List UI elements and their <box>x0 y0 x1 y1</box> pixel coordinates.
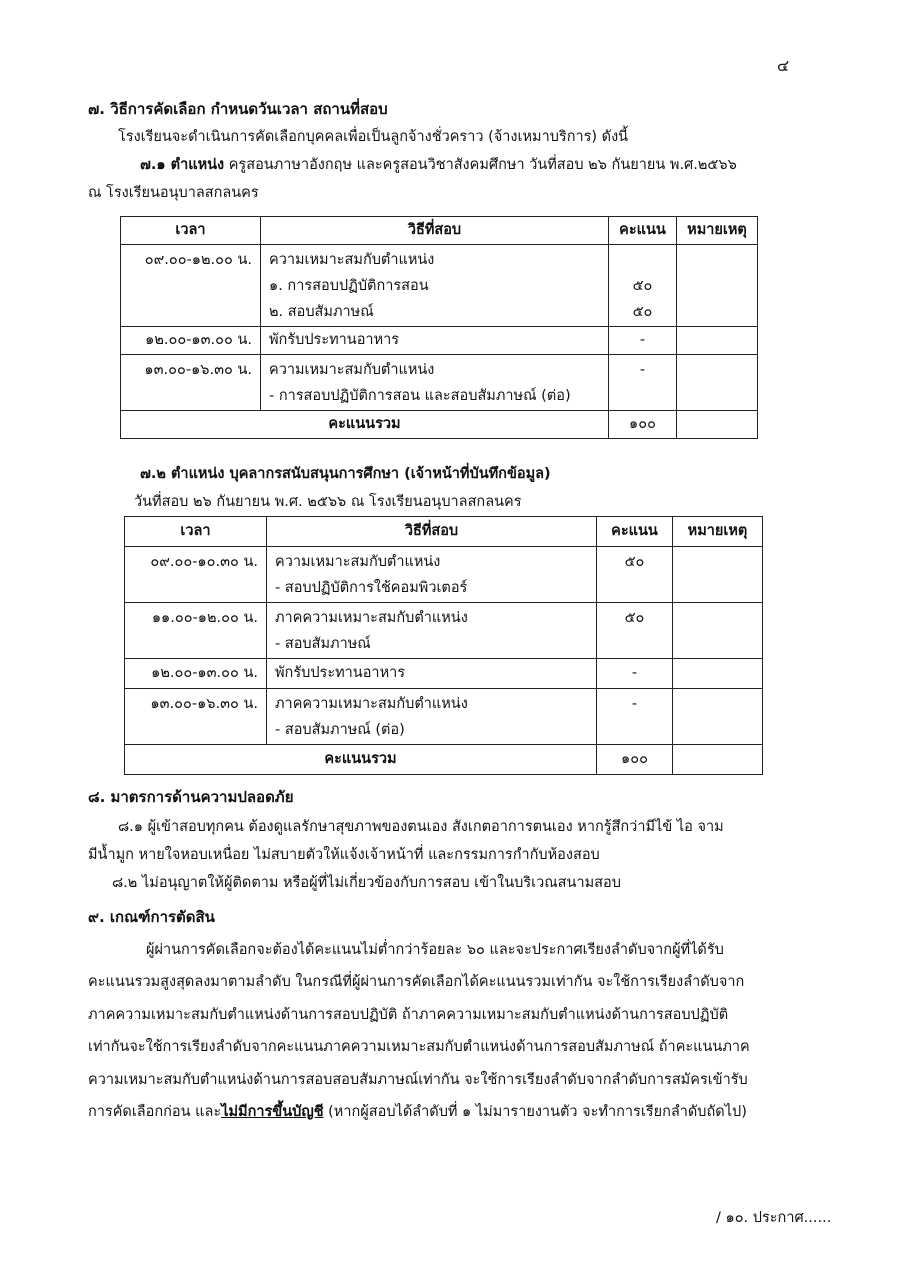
remark-cell <box>677 245 758 327</box>
method-line: - การสอบปฏิบัติการสอน และสอบสัมภาษณ์ (ต่อ) <box>269 388 571 405</box>
section-8-heading: ๘. มาตรการด้านความปลอดภัย <box>88 788 294 806</box>
section-7-1-location: ณ โรงเรียนอนุบาลสกลนคร <box>88 185 259 201</box>
table-row <box>125 547 763 603</box>
method-line: ความเหมาะสมกับตำแหน่ง <box>275 554 441 570</box>
method-line: ๒. สอบสัมภาษณ์ <box>269 304 374 321</box>
method-line: - สอบสัมภาษณ์ <box>275 636 371 653</box>
table-row <box>121 245 758 327</box>
table-row <box>125 659 763 689</box>
total-score: ๑๐๐ <box>609 411 677 439</box>
score-cell: ๕๐ <box>624 554 645 570</box>
section-7-2-date: วันที่สอบ ๒๖ กันยายน พ.ศ. ๒๕๖๖ ณ โรงเรียนอนุบาลสกลนคร <box>134 494 522 510</box>
section-9-last-pre: การคัดเลือกก่อน และ <box>88 1104 222 1120</box>
no-list-registration: ไม่มีการขึ้นบัญชี <box>221 1104 324 1120</box>
remark-cell <box>677 411 758 439</box>
method-line: ความเหมาะสมกับตำแหน่ง <box>269 252 435 268</box>
remark-cell <box>673 659 763 689</box>
section-9-last-line <box>88 1103 747 1121</box>
score-cell: ๕๐ <box>632 304 653 321</box>
table-header-row <box>121 217 758 245</box>
section-9-line: ผู้ผ่านการคัดเลือกจะต้องได้คะแนนไม่ต่ำกว่าร้อยละ ๖๐ และจะประกาศเรียงลำดับจากผู้ที่ได้รับ <box>146 942 724 958</box>
section-9-line: คะแนนรวมสูงสุดลงมาตามลำดับ ในกรณีที่ผู้ผ่านการคัดเลือกได้คะแนนรวมเท่ากัน จะใช้การเรียงลำดับจาก <box>88 974 745 990</box>
section-7-2-label: ๗.๒ ตำแหน่ง บุคลากรสนับสนุนการศึกษา (เจ้าหน้าที่บันทึกข้อมูล) <box>140 466 551 482</box>
remark-cell <box>677 355 758 411</box>
method-line: พักรับประทานอาหาร <box>275 665 406 682</box>
method-line: ภาคความเหมาะสมกับตำแหน่ง <box>275 696 468 712</box>
header-method: วิธีที่สอบ <box>261 217 609 245</box>
time-cell: ๑๒.๐๐-๑๓.๐๐ น. <box>151 665 258 682</box>
score-cell: - <box>639 362 646 378</box>
time-cell: ๐๙.๐๐-๑๒.๐๐ น. <box>144 252 252 268</box>
table-total-row <box>121 411 758 439</box>
header-remark: หมายเหตุ <box>677 217 758 245</box>
method-line: - สอบสัมภาษณ์ (ต่อ) <box>275 722 405 739</box>
score-cell: - <box>631 696 638 712</box>
section-7-intro: โรงเรียนจะดำเนินการคัดเลือกบุคคลเพื่อเป็นลูกจ้างชั่วคราว (จ้างเหมาบริการ) ดังนี้ <box>118 129 629 145</box>
remark-cell <box>677 327 758 355</box>
method-line: พักรับประทานอาหาร <box>269 332 400 349</box>
section-9-heading: ๙. เกณฑ์การตัดสิน <box>88 908 215 926</box>
time-cell: ๑๓.๐๐-๑๖.๓๐ น. <box>144 362 252 378</box>
exam-schedule-table-2 <box>124 516 763 775</box>
score-cell: - <box>639 332 646 349</box>
header-score: คะแนน <box>597 517 673 547</box>
section-7-1-label: ๗.๑ ตำแหน่ง <box>140 157 225 173</box>
section-8-1-line-1: ๘.๑ ผู้เข้าสอบทุกคน ต้องดูแลรักษาสุขภาพของตนเอง สังเกตอาการตนเอง หากรู้สึกว่ามีไข้ ไอ จาม <box>118 819 724 835</box>
header-method: วิธีที่สอบ <box>267 517 597 547</box>
page-number: ๔ <box>777 56 790 75</box>
total-label: คะแนนรวม <box>125 745 597 775</box>
table-header-row <box>125 517 763 547</box>
exam-schedule-table-1 <box>120 216 758 439</box>
section-7-1-text: ครูสอนภาษาอังกฤษ และครูสอนวิชาสังคมศึกษา วันที่สอบ ๒๖ กันยายน พ.ศ.๒๕๖๖ <box>224 157 737 173</box>
section-8-1-line-2: มีน้ำมูก หายใจหอบเหนื่อย ไม่สบายตัวให้แจ้งเจ้าหน้าที่ และกรรมการกำกับห้องสอบ <box>88 847 600 863</box>
header-time: เวลา <box>125 517 267 547</box>
score-cell: ๕๐ <box>632 278 653 294</box>
remark-cell <box>673 689 763 745</box>
section-9-last-post: (หากผู้สอบได้ลำดับที่ ๑ ไม่มารายงานตัว จะทำการเรียกลำดับถัดไป) <box>323 1104 747 1120</box>
time-cell: ๑๑.๐๐-๑๒.๐๐ น. <box>151 610 258 626</box>
score-cell <box>609 245 676 269</box>
header-score: คะแนน <box>609 217 677 245</box>
time-cell: ๑๒.๐๐-๑๓.๐๐ น. <box>145 332 252 349</box>
table-row <box>121 327 758 355</box>
time-cell: ๑๓.๐๐-๑๖.๓๐ น. <box>150 696 258 712</box>
section-7-heading: ๗. วิธีการคัดเลือก กำหนดวันเวลา สถานที่สอบ <box>88 100 388 118</box>
method-line: ความเหมาะสมกับตำแหน่ง <box>269 362 435 378</box>
remark-cell <box>673 603 763 659</box>
section-9-line: ภาคความเหมาะสมกับตำแหน่งด้านการสอบปฏิบัติ ถ้าภาคความเหมาะสมกับตำแหน่งด้านการสอบปฏิบัติ <box>88 1007 729 1023</box>
method-line: - สอบปฏิบัติการใช้คอมพิวเตอร์ <box>275 580 468 597</box>
section-7-1-line <box>140 156 737 174</box>
total-label: คะแนนรวม <box>121 411 609 439</box>
remark-cell <box>673 547 763 603</box>
remark-cell <box>673 745 763 775</box>
next-page-reference: / ๑๐. ประกาศ...... <box>716 1210 832 1226</box>
method-line: ๑. การสอบปฏิบัติการสอน <box>269 278 429 295</box>
table-row <box>125 603 763 659</box>
section-9-line: เท่ากันจะใช้การเรียงลำดับจากคะแนนภาคความเหมาะสมกับตำแหน่งด้านการสอบสัมภาษณ์ ถ้าคะแนนภาค <box>88 1039 750 1055</box>
section-9-line: ความเหมาะสมกับตำแหน่งด้านการสอบสอบสัมภาษณ์เท่ากัน จะใช้การเรียงลำดับจากลำดับการสมัครเข้ารับ <box>88 1072 748 1088</box>
header-time: เวลา <box>121 217 261 245</box>
table-row <box>121 355 758 411</box>
time-cell: ๐๙.๐๐-๑๐.๓๐ น. <box>150 554 258 570</box>
section-8-2: ๘.๒ ไม่อนุญาตให้ผู้ติดตาม หรือผู้ที่ไม่เกี่ยวข้องกับการสอบ เข้าในบริเวณสนามสอบ <box>112 875 621 891</box>
score-cell: ๕๐ <box>624 610 645 626</box>
method-line: ภาคความเหมาะสมกับตำแหน่ง <box>275 610 468 626</box>
header-remark: หมายเหตุ <box>673 517 763 547</box>
score-cell: - <box>631 665 638 682</box>
table-row <box>125 689 763 745</box>
total-score: ๑๐๐ <box>597 745 673 775</box>
table-total-row <box>125 745 763 775</box>
